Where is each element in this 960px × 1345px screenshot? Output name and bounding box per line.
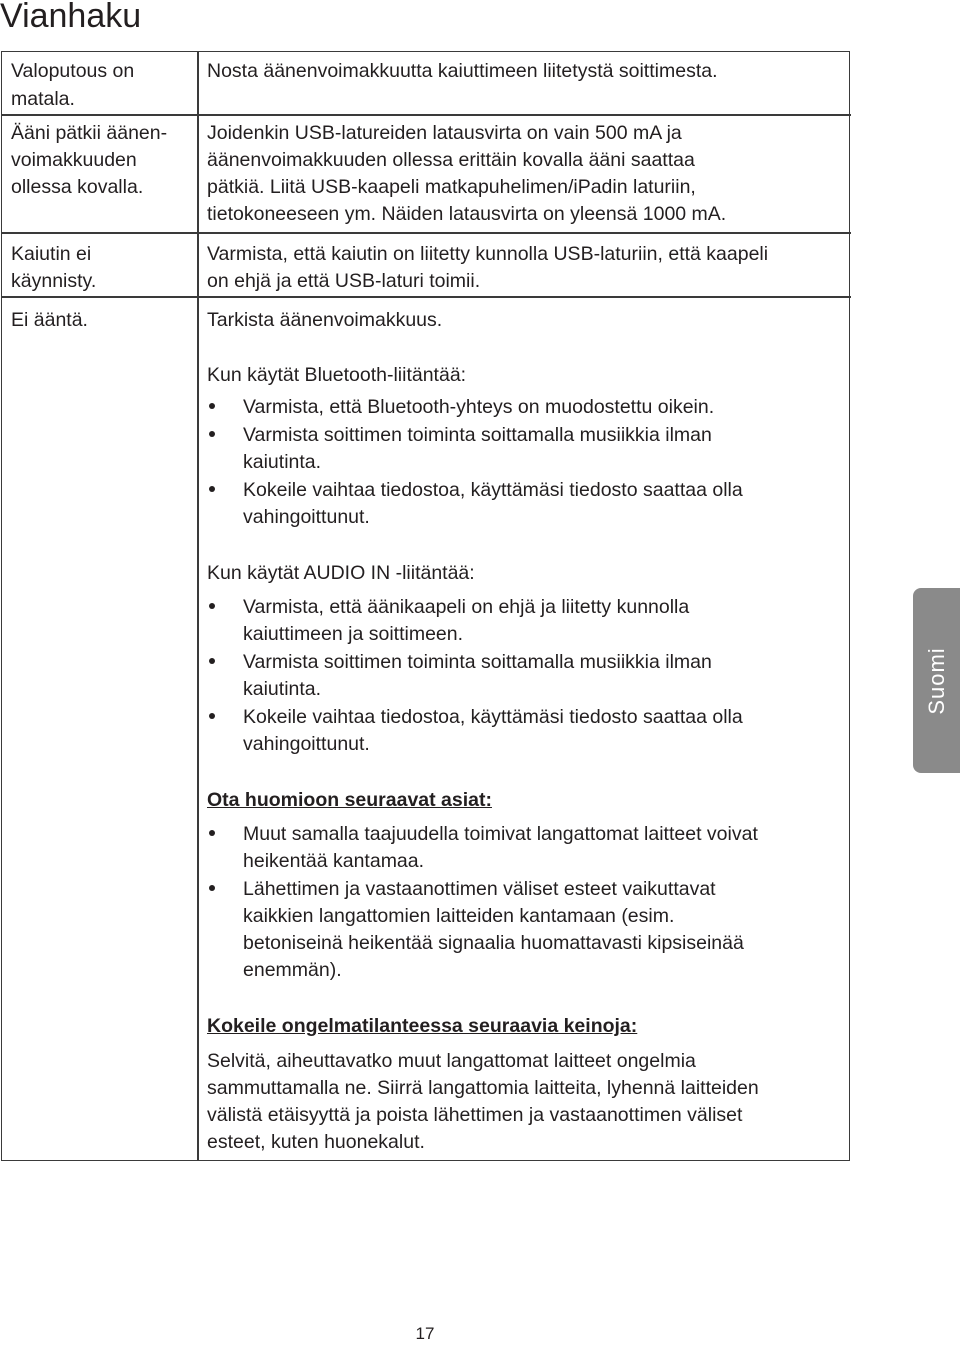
- bullet-line: Kokeile vaihtaa tiedostoa, käyttämäsi tiedosto saattaa olla: [243, 479, 743, 501]
- language-tab: [913, 588, 960, 773]
- bullet-line: kaiuttimeen ja soittimeen.: [243, 623, 464, 645]
- problem-line: voimakkuuden: [11, 149, 137, 171]
- remedies-line: sammuttamalla ne. Siirrä langattomia laitteita, lyhennä laitteiden: [207, 1077, 759, 1099]
- bullet-line: kaiutinta.: [243, 678, 322, 700]
- bullet-line: heikentää kantamaa.: [243, 850, 425, 872]
- language-tab-label: Suomi: [923, 646, 949, 715]
- bullet-line: Varmista soittimen toiminta soittamalla musiikkia ilman: [243, 651, 712, 673]
- bullet-line: kaikkien langattomien laitteiden kantamaan (esim.: [243, 905, 675, 927]
- row-divider: [2, 232, 851, 234]
- problem-line: Ääni pätkii äänen-: [11, 122, 168, 144]
- problem-line: käynnisty.: [11, 270, 97, 292]
- problem-line: matala.: [11, 88, 75, 110]
- solution-line: äänenvoimakkuuden ollessa erittäin kovalla ääni saattaa: [207, 149, 695, 171]
- bullet-line: vahingoittunut.: [243, 506, 370, 528]
- bullet-icon: [209, 713, 215, 719]
- bullet-line: Kokeile vaihtaa tiedostoa, käyttämäsi tiedosto saattaa olla: [243, 706, 743, 728]
- bullet-icon: [209, 603, 215, 609]
- row-divider: [2, 114, 851, 116]
- solution-intro: Tarkista äänenvoimakkuus.: [207, 309, 443, 331]
- problem-line: ollessa kovalla.: [11, 176, 144, 198]
- bullet-icon: [209, 885, 215, 891]
- solution-line: on ehjä ja että USB-laturi toimii.: [207, 270, 481, 292]
- audio-in-heading: Kun käytät AUDIO IN -liitäntää:: [207, 562, 475, 584]
- bullet-icon: [209, 830, 215, 836]
- bullet-icon: [209, 431, 215, 437]
- remedies-heading: Kokeile ongelmatilanteessa seuraavia keinoja:: [207, 1015, 638, 1037]
- problem-line: Ei ääntä.: [11, 309, 88, 331]
- bullet-icon: [209, 403, 215, 409]
- row-divider: [2, 296, 851, 298]
- solution-line: Joidenkin USB-latureiden latausvirta on vain 500 mA ja: [207, 122, 682, 144]
- bullet-line: enemmän).: [243, 959, 342, 981]
- column-divider: [197, 52, 199, 1160]
- remedies-line: esteet, kuten huonekalut.: [207, 1131, 425, 1153]
- problem-line: Valoputous on: [11, 60, 135, 82]
- page-number: 17: [415, 1324, 435, 1343]
- solution-line: tietokoneeseen ym. Näiden latausvirta on yleensä 1000 mA.: [207, 203, 727, 225]
- remedies-line: Selvitä, aiheuttavatko muut langattomat laitteet ongelmia: [207, 1050, 696, 1072]
- bullet-line: Varmista, että Bluetooth-yhteys on muodostettu oikein.: [243, 396, 715, 418]
- bullet-line: Muut samalla taajuudella toimivat langattomat laitteet voivat: [243, 823, 758, 845]
- solution-line: pätkiä. Liitä USB-kaapeli matkapuhelimen/iPadin laturiin,: [207, 176, 696, 198]
- bullet-line: vahingoittunut.: [243, 733, 370, 755]
- bullet-line: Lähettimen ja vastaanottimen väliset esteet vaikuttavat: [243, 878, 716, 900]
- bullet-line: betoniseinä heikentää signaalia huomattavasti kipsiseinää: [243, 932, 744, 954]
- bullet-line: kaiutinta.: [243, 451, 322, 473]
- bullet-line: Varmista soittimen toiminta soittamalla musiikkia ilman: [243, 424, 712, 446]
- remedies-line: välistä etäisyyttä ja poista lähettimen ja vastaanottimen väliset: [207, 1104, 743, 1126]
- solution-line: Varmista, että kaiutin on liitetty kunnolla USB-laturiin, että kaapeli: [207, 243, 769, 265]
- bullet-icon: [209, 486, 215, 492]
- page-title: Vianhaku: [0, 0, 142, 35]
- notice-heading: Ota huomioon seuraavat asiat:: [207, 789, 492, 811]
- solution-line: Nosta äänenvoimakkuutta kaiuttimeen liitetystä soittimesta.: [207, 60, 718, 82]
- problem-line: Kaiutin ei: [11, 243, 92, 265]
- bullet-icon: [209, 658, 215, 664]
- bullet-line: Varmista, että äänikaapeli on ehjä ja liitetty kunnolla: [243, 596, 690, 618]
- bluetooth-heading: Kun käytät Bluetooth-liitäntää:: [207, 364, 467, 386]
